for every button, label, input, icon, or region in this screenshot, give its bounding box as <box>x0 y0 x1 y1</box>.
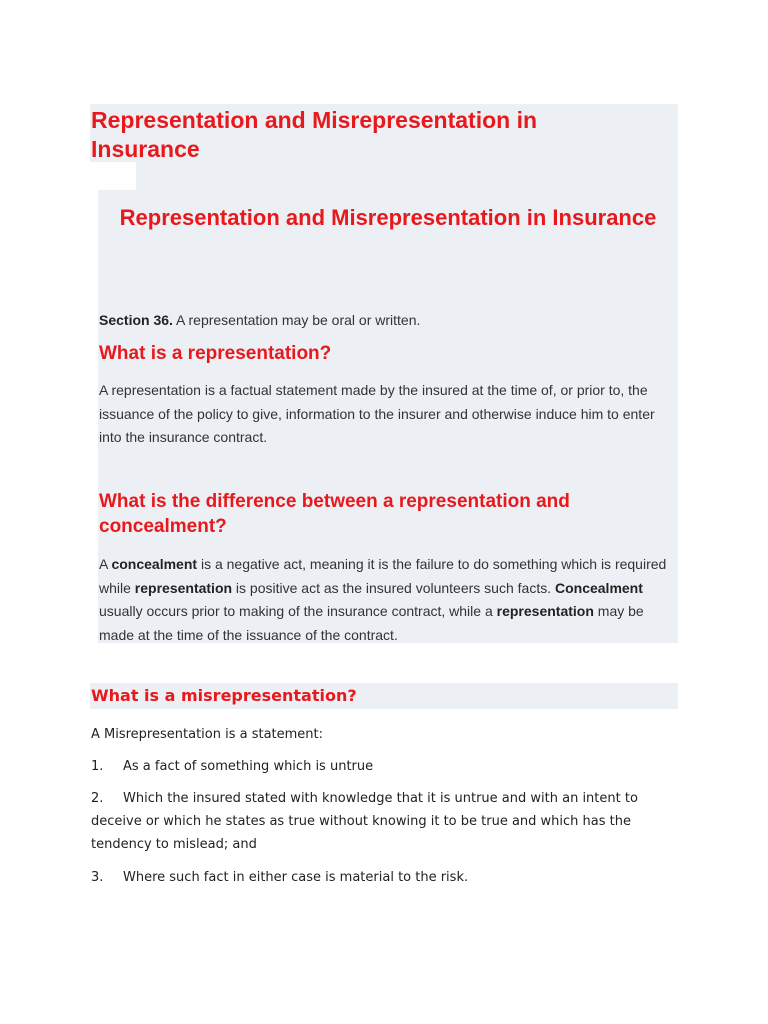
misrepresentation-intro: A Misrepresentation is a statement: <box>91 727 324 742</box>
text-run: usually occurs prior to making of the insurance contract, while a <box>99 603 497 619</box>
list-number: 3. <box>91 870 104 885</box>
list-item <box>91 787 681 856</box>
text-run: A <box>99 556 112 572</box>
text-run: is a negative act, meaning it is the failure to do something which is required while <box>99 556 667 596</box>
difference-paragraph <box>99 553 671 647</box>
bold-term-concealment: concealment <box>111 556 198 572</box>
background-notch <box>90 162 136 190</box>
bold-term-representation: representation <box>496 603 594 619</box>
list-text: Where such fact in either case is material to the risk. <box>123 870 469 885</box>
article-title: Representation and Misrepresentation in Insurance <box>119 205 657 230</box>
bold-term-representation: representation <box>134 579 233 596</box>
section-text: A representation may be oral or written. <box>172 312 421 328</box>
list-text: Which the insured stated with knowledge that it is untrue and with an intent to deceive or which he states as true without knowing it to be true and which has the tendency to mislead; and <box>91 791 638 852</box>
section-label: Section 36. <box>99 312 173 328</box>
page-title: Representation and Misrepresentation in Insurance <box>91 107 538 162</box>
list-item <box>91 755 681 778</box>
representation-definition: A representation is a factual statement made by the insured at the time of, or prior to, the issuance of the policy to give, information to the insurer and otherwise induce him to enter into the insurance contract. <box>99 382 655 445</box>
text-run: is positive act as the insured volunteers such facts. <box>232 579 555 596</box>
list-text: As a fact of something which is untrue <box>123 759 374 774</box>
heading-what-is-representation: What is a representation? <box>99 343 332 364</box>
list-item <box>91 866 681 889</box>
heading-what-is-misrepresentation: What is a misrepresentation? <box>91 686 357 705</box>
text-run: may be made at the time of the issuance of the contract. <box>99 603 644 643</box>
heading-difference: What is the difference between a representation and concealment? <box>99 491 570 537</box>
bold-term-concealment: Concealment <box>554 579 643 596</box>
section-36-line <box>99 310 669 330</box>
list-number: 1. <box>91 759 104 774</box>
list-number: 2. <box>91 791 104 806</box>
